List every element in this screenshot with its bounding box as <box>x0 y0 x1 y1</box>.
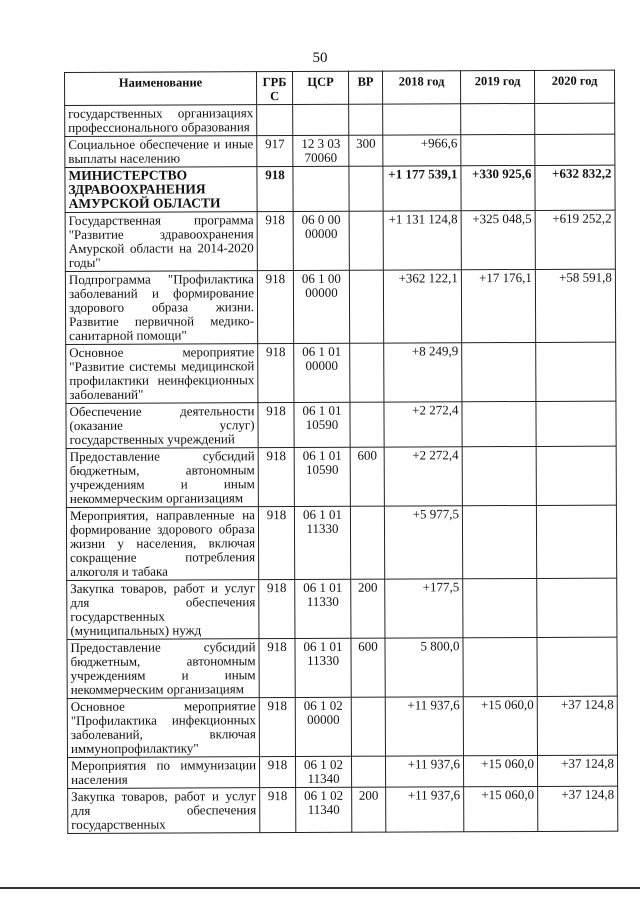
page-number: 50 <box>312 50 328 66</box>
col-header-2019: 2019 год <box>460 70 534 103</box>
cell-2019: +15 060,0 <box>463 755 537 786</box>
cell-2019 <box>462 342 536 401</box>
cell-csr: 06 1 02 11340 <box>295 756 351 787</box>
cell-grbs: 918 <box>257 212 293 271</box>
cell-grbs: 918 <box>258 506 294 579</box>
cell-name: Мероприятия, направленные на формирование здорового образа жизни у населения, включая сокращение потребления алкоголя и табака <box>66 507 258 581</box>
table-row <box>67 578 617 639</box>
cell-name: Мероприятия по иммунизации населения <box>67 757 259 789</box>
cell-2020: +37 124,8 <box>537 755 617 786</box>
cell-csr: 06 1 01 00000 <box>294 343 350 402</box>
cell-2020 <box>536 401 616 446</box>
cell-2019 <box>463 578 537 637</box>
cell-vr: 200 <box>351 579 385 638</box>
cell-csr <box>293 104 349 135</box>
cell-2018: +8 249,9 <box>384 343 462 402</box>
cell-name: Закупка товаров, работ и услуг для обеспечения государственных <box>68 788 260 834</box>
cell-vr <box>350 402 384 447</box>
cell-name: Предоставление субсидий бюджетным, автономным учреждениям и иным некоммерческим организациям <box>67 639 259 699</box>
cell-grbs: 918 <box>260 787 296 832</box>
cell-grbs: 918 <box>257 271 293 344</box>
cell-2018: +1 131 124,8 <box>383 211 461 270</box>
cell-2019 <box>462 446 536 505</box>
cell-2020 <box>536 342 616 401</box>
cell-2019: +15 060,0 <box>464 786 538 831</box>
cell-2018: 5 800,0 <box>385 638 463 697</box>
cell-grbs: 918 <box>259 638 295 697</box>
cell-2018: +11 937,6 <box>386 787 464 832</box>
cell-csr: 06 1 01 11330 <box>294 506 350 579</box>
cell-csr: 06 1 02 00000 <box>295 697 351 756</box>
table-row <box>67 637 617 698</box>
cell-name: Государственная программа "Развитие здравоохранения Амурской области на 2014-2020 годы" <box>65 212 257 272</box>
col-header-csr: ЦСР <box>293 71 349 104</box>
cell-2018: +362 122,1 <box>383 270 461 343</box>
table-row <box>65 210 615 271</box>
cell-2018: +5 977,5 <box>384 506 462 579</box>
cell-grbs <box>257 105 293 136</box>
col-header-name: Наименование <box>65 72 257 106</box>
cell-vr: 600 <box>350 447 384 506</box>
cell-name: Социальное обеспечение и иные выплаты населению <box>65 136 257 168</box>
budget-table <box>64 70 618 834</box>
cell-2020 <box>535 134 615 165</box>
cell-csr: 06 1 01 11330 <box>295 638 351 697</box>
cell-csr: 06 1 01 10590 <box>294 402 350 447</box>
cell-name: Подпрограмма "Профилактика заболеваний и формирование здорового образа жизни. Развитие первичной медико-санитарной помощи" <box>65 271 257 345</box>
cell-name: Обеспечение деятельности (оказание услуг) государственных учреждений <box>66 403 258 449</box>
cell-name: Закупка товаров, работ и услуг для обеспечения государственных (муниципальных) нужд <box>67 580 259 640</box>
cell-vr <box>351 756 385 787</box>
cell-grbs: 918 <box>257 167 293 212</box>
cell-2018: +966,6 <box>383 135 461 166</box>
table-row <box>65 165 615 212</box>
cell-name: государственных организациях профессионального образования <box>65 105 257 137</box>
cell-2019 <box>462 505 536 578</box>
cell-2020 <box>537 637 617 696</box>
col-header-2020: 2020 год <box>534 70 614 103</box>
cell-2019: +325 048,5 <box>461 210 535 269</box>
cell-csr: 06 1 01 10590 <box>294 447 350 506</box>
cell-name: Основное мероприятие "Профилактика инфекционных заболеваний, включая иммунопрофилактику" <box>67 698 259 758</box>
scan-edge-line <box>0 887 640 889</box>
cell-grbs: 918 <box>259 756 295 787</box>
cell-vr <box>351 697 385 756</box>
cell-csr: 06 1 02 11340 <box>296 787 352 832</box>
cell-2019: +17 176,1 <box>461 269 535 342</box>
cell-vr: 300 <box>349 135 383 166</box>
cell-csr: 12 3 03 70060 <box>293 135 349 166</box>
col-header-vr: ВР <box>348 71 382 104</box>
cell-2019: +15 060,0 <box>463 696 537 755</box>
cell-2020: +37 124,8 <box>537 696 617 755</box>
table-row <box>68 786 618 833</box>
col-header-2018: 2018 год <box>382 71 460 104</box>
cell-csr: 06 0 00 00000 <box>293 211 349 270</box>
table-row <box>66 401 616 448</box>
cell-2019 <box>461 103 535 134</box>
cell-vr <box>349 270 383 343</box>
cell-2020 <box>535 103 615 134</box>
table-row <box>66 342 616 403</box>
cell-csr <box>293 166 349 211</box>
table-row <box>66 505 616 580</box>
cell-grbs: 917 <box>257 136 293 167</box>
cell-vr: 200 <box>352 787 386 832</box>
cell-vr: 600 <box>351 638 385 697</box>
cell-grbs: 918 <box>258 402 294 447</box>
cell-2018 <box>383 104 461 135</box>
cell-2019: +330 925,6 <box>461 165 535 210</box>
cell-2018: +177,5 <box>385 579 463 638</box>
cell-vr <box>350 343 384 402</box>
cell-vr <box>349 211 383 270</box>
cell-2019 <box>461 134 535 165</box>
cell-2020 <box>536 446 616 505</box>
cell-2018: +11 937,6 <box>385 756 463 787</box>
table-row <box>66 446 616 507</box>
cell-2020: +619 252,2 <box>535 210 615 269</box>
cell-2020: +58 591,8 <box>535 269 615 342</box>
table-header-row <box>65 70 615 105</box>
cell-grbs: 918 <box>259 697 295 756</box>
cell-grbs: 918 <box>258 447 294 506</box>
cell-name: Основное мероприятие "Развитие системы медицинской профилактики неинфекционных заболеваний" <box>66 344 258 404</box>
cell-2018: +1 177 539,1 <box>383 166 461 211</box>
table-row <box>65 134 615 167</box>
cell-2018: +2 272,4 <box>384 447 462 506</box>
cell-2020: +632 832,2 <box>535 165 615 210</box>
table-body <box>65 103 618 833</box>
table-row <box>67 755 617 788</box>
cell-grbs: 918 <box>259 579 295 638</box>
table-row <box>67 696 617 757</box>
table-row <box>65 269 615 344</box>
cell-vr <box>349 104 383 135</box>
cell-2020: +37 124,8 <box>538 786 618 831</box>
cell-2018: +11 937,6 <box>385 697 463 756</box>
cell-2019 <box>462 401 536 446</box>
cell-vr <box>349 166 383 211</box>
cell-grbs: 918 <box>258 344 294 403</box>
cell-2018: +2 272,4 <box>384 402 462 447</box>
cell-vr <box>350 506 384 579</box>
cell-2019 <box>463 637 537 696</box>
cell-csr: 06 1 00 00000 <box>293 270 349 343</box>
cell-2020 <box>537 578 617 637</box>
cell-name: МИНИСТЕРСТВО ЗДРАВООХРАНЕНИЯ АМУРСКОЙ ОБЛАСТИ <box>65 167 257 213</box>
col-header-grbs: ГРБ С <box>257 72 293 105</box>
cell-csr: 06 1 01 11330 <box>295 579 351 638</box>
cell-2020 <box>536 505 616 578</box>
cell-name: Предоставление субсидий бюджетным, автономным учреждениям и иным некоммерческим организациям <box>66 448 258 508</box>
table-row <box>65 103 615 136</box>
